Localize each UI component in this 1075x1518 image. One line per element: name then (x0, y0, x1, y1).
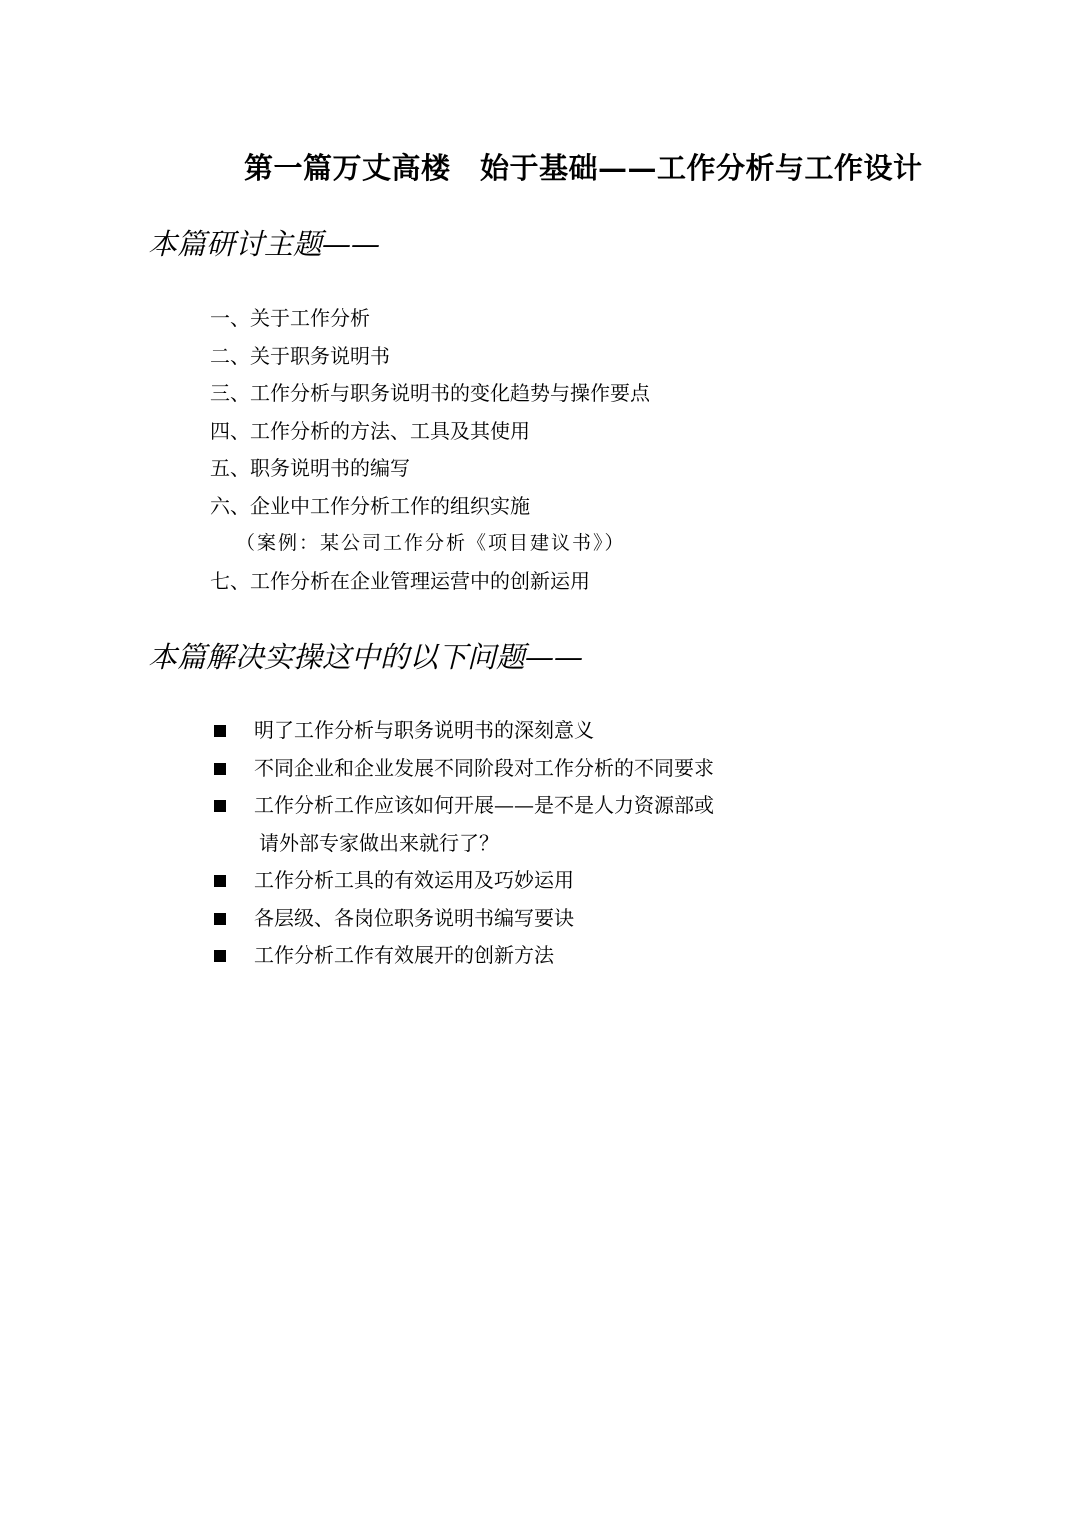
topic-item: 七、工作分析在企业管理运营中的创新运用 (210, 568, 590, 593)
topic-item: 六、企业中工作分析工作的组织实施 (210, 493, 530, 518)
problem-text: 明了工作分析与职务说明书的深刻意义 (254, 718, 594, 742)
problem-text: 不同企业和企业发展不同阶段对工作分析的不同要求 (254, 755, 714, 780)
problem-text: 工作分析工作应该如何开展——是不是人力资源部或 (254, 793, 714, 817)
square-bullet-icon (214, 875, 226, 887)
problem-text: 工作分析工作有效展开的创新方法 (254, 943, 554, 967)
section-heading-topics: 本篇研讨主题—— (148, 227, 381, 261)
problem-item (212, 712, 714, 750)
problem-item (212, 862, 714, 900)
problem-item (212, 787, 714, 862)
square-bullet-icon (214, 725, 226, 737)
square-bullet-icon (214, 913, 226, 925)
problem-text: 工作分析工具的有效运用及巧妙运用 (254, 868, 574, 892)
problem-list (212, 712, 714, 975)
problem-item (212, 937, 714, 975)
topic-item: 三、工作分析与职务说明书的变化趋势与操作要点 (210, 381, 650, 405)
topic-item: 五、职务说明书的编写 (210, 456, 410, 480)
topic-case-note: （案例：某公司工作分析《项目建议书》） (236, 532, 626, 554)
problem-item (212, 750, 714, 788)
page-title: 第一篇万丈高楼 始于基础——工作分析与工作设计 (244, 151, 923, 185)
square-bullet-icon (214, 800, 226, 812)
square-bullet-icon (214, 763, 226, 775)
section-heading-problems: 本篇解决实操这中的以下问题—— (148, 640, 584, 674)
square-bullet-icon (214, 950, 226, 962)
problem-item (212, 900, 714, 938)
topic-item: 四、工作分析的方法、工具及其使用 (210, 418, 530, 443)
problem-text: 各层级、各岗位职务说明书编写要诀 (254, 905, 574, 930)
topic-list (210, 300, 650, 600)
topic-item: 二、关于职务说明书 (210, 343, 390, 368)
problem-text-continuation: 请外部专家做出来就行了？ (259, 830, 499, 855)
topic-item: 一、关于工作分析 (210, 306, 370, 330)
